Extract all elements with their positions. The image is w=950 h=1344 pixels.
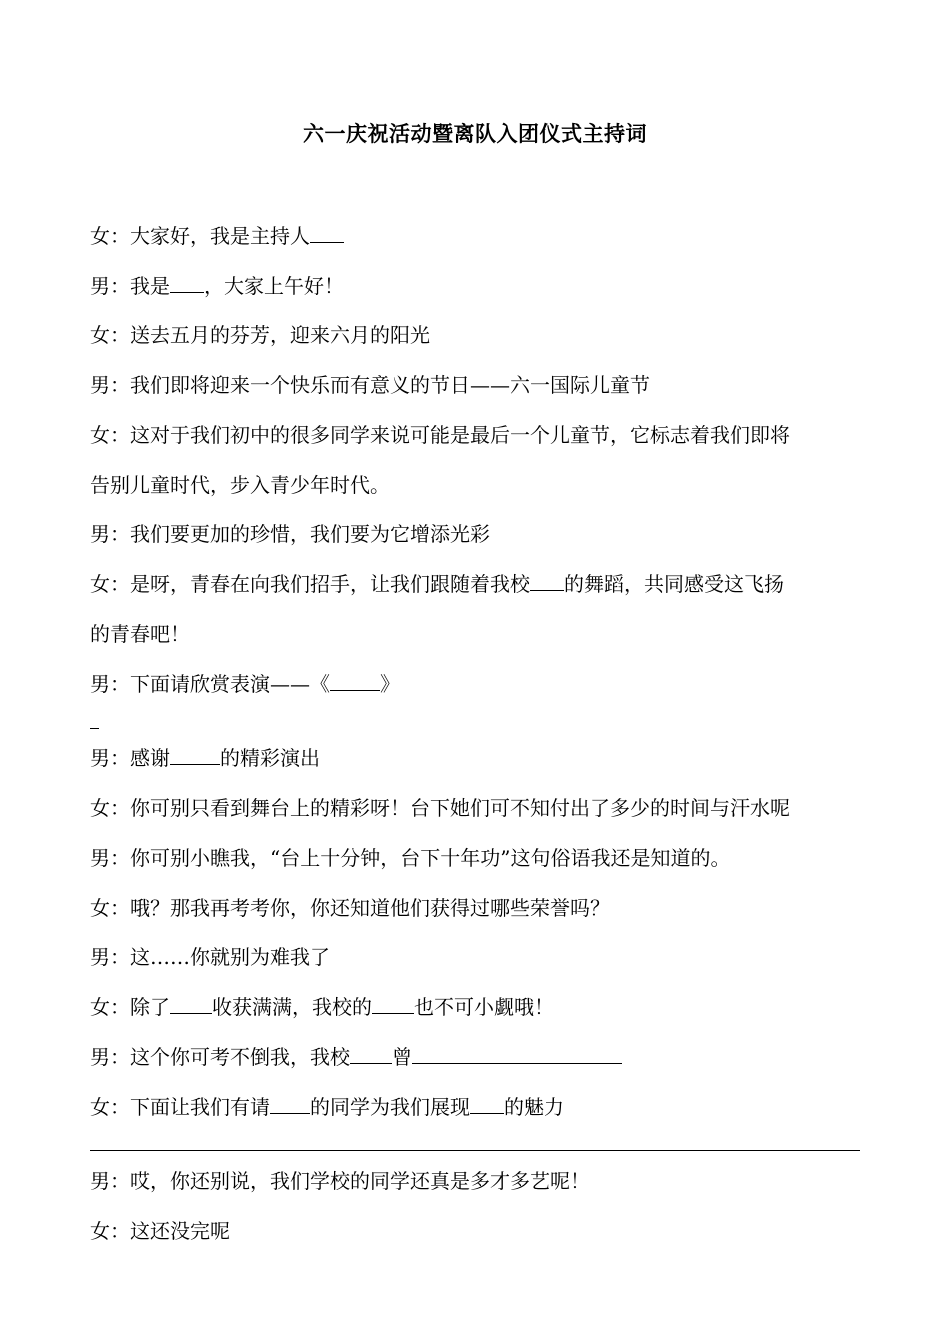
line-text: 的青春吧！ [90,622,190,646]
line-text: 男：这个你可考不倒我，我校 [90,1045,350,1069]
line-text: 女：你可别只看到舞台上的精彩呀！台下她们可不知付出了多少的时间与汗水呢 [90,796,790,820]
script-line [90,321,430,349]
line-text: 收获满满，我校的 [212,995,372,1019]
line-text: 男：我是 [90,274,170,298]
stray-underline [90,728,99,729]
script-line [90,1167,590,1195]
script-line [90,993,554,1021]
long-fill-rule [90,1150,860,1151]
line-text: ，大家上午好！ [204,274,344,298]
script-line [90,794,790,822]
fill-blank [330,672,380,691]
line-text: 告别儿童时代，步入青少年时代。 [90,473,390,497]
script-line [90,520,490,548]
script-line [90,371,650,399]
line-text: 女：这还没完呢 [90,1219,230,1243]
title-main: 六一庆祝活动暨离队入团仪式 [303,121,583,146]
line-text: 》 [380,672,400,696]
script-line [90,894,610,922]
fill-blank [372,995,414,1014]
script-line [90,1093,564,1121]
line-text: 的精彩演出 [220,746,320,770]
line-text: 女：哦？那我再考考你，你还知道他们获得过哪些荣誉吗？ [90,896,610,920]
fill-blank [170,746,220,765]
line-text: 曾 [392,1045,412,1069]
script-line [90,1217,230,1245]
script-line [90,272,344,300]
script-line [90,844,730,872]
line-text: 也不可小觑哦！ [414,995,554,1019]
script-line [90,744,320,772]
fill-blank [412,1045,622,1064]
line-text: 男：这……你就别为难我了 [90,945,330,969]
line-text: 女：这对于我们初中的很多同学来说可能是最后一个儿童节，它标志着我们即将 [90,423,790,447]
line-text: 女：是呀，青春在向我们招手，让我们跟随着我校 [90,572,530,596]
line-text: 的同学为我们展现 [310,1095,470,1119]
line-text: 男：你可别小瞧我，“台上十分钟，台下十年功”这句俗语我还是知道的。 [90,846,731,870]
line-text: 女：送去五月的芬芳，迎来六月的阳光 [90,323,430,347]
line-text: 男：我们要更加的珍惜，我们要为它增添光彩 [90,522,490,546]
document-title [0,118,950,148]
fill-blank [350,1045,392,1064]
script-line [90,421,790,449]
script-line [90,670,400,698]
line-text: 的魅力 [504,1095,564,1119]
line-text: 女：除了 [90,995,170,1019]
fill-blank [530,572,564,591]
script-line [90,471,390,499]
line-text: 男：感谢 [90,746,170,770]
fill-blank [170,274,204,293]
script-line [90,222,344,250]
fill-blank [270,1095,310,1114]
line-text: 男：哎，你还别说，我们学校的同学还真是多才多艺呢！ [90,1169,590,1193]
fill-blank [310,224,344,243]
fill-blank [170,995,212,1014]
script-line [90,620,190,648]
title-tail: 主持词 [582,121,647,146]
line-text: 女：下面让我们有请 [90,1095,270,1119]
line-text: 的舞蹈，共同感受这飞扬 [564,572,784,596]
line-text: 男：我们即将迎来一个快乐而有意义的节日——六一国际儿童节 [90,373,650,397]
line-text: 女：大家好，我是主持人 [90,224,310,248]
script-line [90,1043,622,1071]
script-line [90,570,784,598]
line-text: 男：下面请欣赏表演——《 [90,672,330,696]
fill-blank [470,1095,504,1114]
script-line [90,943,330,971]
